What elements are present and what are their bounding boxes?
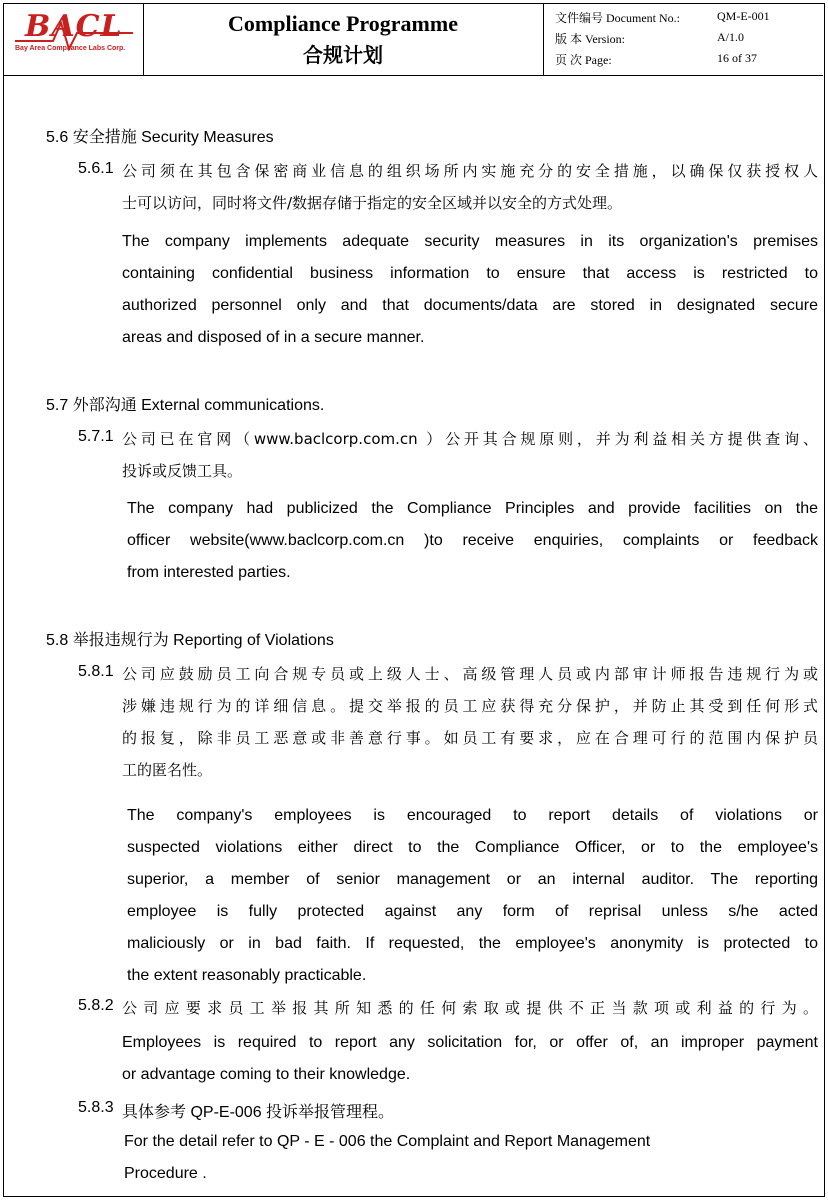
clause-number: 5.8.2 bbox=[78, 997, 114, 1014]
text-line: 公司已在官网（www.baclcorp.com.cn ）公开其合规原则，并为利益相关方提供查询、 bbox=[122, 430, 818, 448]
text-line: For the detail refer to QP - E - 006 the Complaint and Report Management bbox=[124, 1133, 651, 1150]
clause-5-6-1-en bbox=[122, 226, 818, 354]
text-line: areas and disposed of in a secure manner. bbox=[122, 329, 425, 346]
clause-5-7-1-cn bbox=[122, 423, 818, 487]
clause-5-8-3-cn: 具体参考 QP-E-006 投诉举报管理程。 bbox=[122, 1104, 395, 1121]
document-header bbox=[3, 3, 823, 76]
logo-cell bbox=[3, 3, 144, 75]
meta-cell bbox=[543, 3, 823, 75]
clause-5-6-1-cn bbox=[122, 155, 818, 219]
clause-5-8-1-cn bbox=[122, 658, 818, 786]
clause-number: 5.8.1 bbox=[78, 663, 114, 680]
text-line: 投诉或反馈工具。 bbox=[122, 462, 243, 480]
meta-label: 版 本 Version: bbox=[555, 32, 625, 46]
section-heading-5-7: 5.7 外部沟通 External communications. bbox=[46, 397, 325, 414]
text-line: suspected violations either direct to the Compliance Officer, or to the employee's bbox=[127, 839, 818, 856]
text-line: 公司应鼓励员工向合规专员或上级人士、高级管理人员或内部审计师报告违规行为或 bbox=[122, 665, 818, 683]
section-heading-5-6: 5.6 安全措施 Security Measures bbox=[46, 129, 274, 146]
text-line: employee is fully protected against any form of reprisal unless s/he acted bbox=[127, 903, 818, 920]
meta-value: QM-E-001 bbox=[717, 9, 770, 23]
clause-5-8-1-en bbox=[127, 800, 818, 992]
text-line: Procedure . bbox=[124, 1165, 207, 1182]
clause-5-8-3-en bbox=[124, 1126, 818, 1190]
meta-label: 文件编号 Document No.: bbox=[555, 11, 680, 25]
text-line: the extent reasonably practicable. bbox=[127, 967, 367, 984]
clause-number: 5.8.3 bbox=[78, 1099, 114, 1116]
text-line: maliciously or in bad faith. If requested, the employee's anonymity is protected to bbox=[127, 935, 818, 952]
title-cell bbox=[143, 3, 544, 75]
document-title-cn: 合规计划 bbox=[303, 43, 383, 67]
meta-value: A/1.0 bbox=[717, 30, 744, 44]
meta-value: 16 of 37 bbox=[717, 51, 757, 65]
section-heading-5-8: 5.8 举报违规行为 Reporting of Violations bbox=[46, 632, 334, 649]
text-line: 涉嫌违规行为的详细信息。提交举报的员工应获得充分保护，并防止其受到任何形式 bbox=[122, 697, 818, 715]
text-line: The company's employees is encouraged to report details of violations or bbox=[127, 807, 818, 824]
clause-5-7-1-en bbox=[127, 493, 818, 589]
clause-5-8-2-cn bbox=[122, 992, 818, 1024]
text-line: authorized personnel only and that documents/data are stored in designated secure bbox=[122, 297, 818, 314]
meta-label: 页 次 Page: bbox=[555, 53, 612, 67]
text-line: 公司应要求员工举报其所知悉的任何索取或提供不正当款项或利益的行为。 bbox=[122, 999, 818, 1017]
clause-number: 5.6.1 bbox=[78, 160, 114, 177]
text-line: or advantage coming to their knowledge. bbox=[122, 1066, 411, 1083]
text-line: officer website(www.baclcorp.com.cn )to receive enquiries, complaints or feedback bbox=[127, 532, 818, 549]
text-line: 工的匿名性。 bbox=[122, 761, 213, 779]
text-line: The company implements adequate security measures in its organization's premises bbox=[122, 233, 818, 250]
clause-5-8-2-en bbox=[122, 1027, 818, 1091]
text-line: superior, a member of senior management or an internal auditor. The reporting bbox=[127, 871, 818, 888]
text-line: The company had publicized the Compliance Principles and provide facilities on the bbox=[127, 500, 818, 517]
text-line: 士可以访问，同时将文件/数据存储于指定的安全区域并以安全的方式处理。 bbox=[122, 194, 623, 212]
text-line: containing confidential business information to ensure that access is restricted to bbox=[122, 265, 818, 282]
logo-subtitle: Bay Area Compliance Labs Corp. bbox=[15, 45, 126, 52]
text-line: from interested parties. bbox=[127, 564, 291, 581]
text-line: Employees is required to report any solicitation for, or offer of, an improper payment bbox=[122, 1034, 818, 1051]
text-line: 的报复，除非员工恶意或非善意行事。如员工有要求，应在合理可行的范围内保护员 bbox=[122, 729, 818, 747]
text-line: 公司须在其包含保密商业信息的组织场所内实施充分的安全措施，以确保仅获授权人 bbox=[122, 162, 818, 180]
bacl-logo: BACL bbox=[25, 9, 123, 44]
document-title-en: Compliance Programme bbox=[228, 11, 458, 36]
clause-number: 5.7.1 bbox=[78, 428, 114, 445]
